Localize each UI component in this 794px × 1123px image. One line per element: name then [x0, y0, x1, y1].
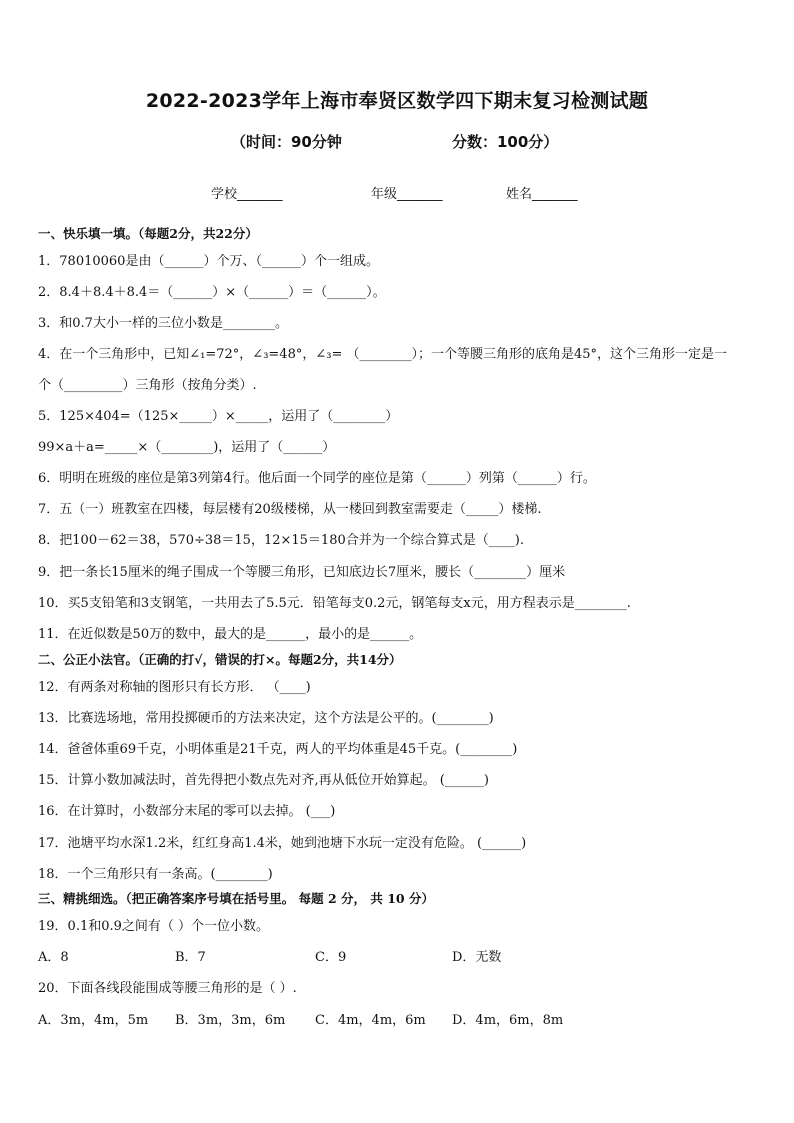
- question-3: 3．和0.7大小一样的三位小数是________。: [38, 316, 288, 331]
- question-7: 7．五（一）班教室在四楼，每层楼有20级楼梯，从一楼回到教室需要走（_____）楼梯.: [38, 502, 542, 517]
- question-19: 19．0.1和0.9之间有（ ）个一位小数。: [38, 919, 270, 934]
- exam-time: （时间：90分钟: [231, 133, 342, 151]
- question-14: 14．爸爸体重69千克，小明体重是21千克，两人的平均体重是45千克。(________): [38, 742, 518, 757]
- q19-option-b: B．7: [175, 950, 206, 965]
- question-5-line-2: 99×a＋a=_____×（________)，运用了（______）: [38, 440, 336, 455]
- question-20: 20．下面各线段能围成等腰三角形的是（ ）.: [38, 981, 297, 996]
- question-12: 12．有两条对称轴的图形只有长方形． （____): [38, 680, 311, 695]
- school-field: 学校_______: [211, 187, 283, 202]
- name-field: 姓名_______: [506, 187, 578, 202]
- section-heading-3: 三、精挑细选。（把正确答案序号填在括号里。 每题 2 分， 共 10 分）: [38, 891, 434, 906]
- question-18: 18．一个三角形只有一条高。(________): [38, 867, 273, 882]
- question-2: 2．8.4＋8.4＋8.4＝（______）×（______）＝（______）。: [38, 285, 386, 300]
- q20-option-d: D．4m，6m，8m: [452, 1013, 564, 1028]
- question-4-line-2: 个（_________）三角形（按角分类）.: [38, 378, 257, 393]
- section-heading-2: 二、公正小法官。（正确的打√，错误的打×。每题2分，共14分）: [38, 652, 402, 667]
- question-16: 16．在计算时，小数部分末尾的零可以去掉。 (___): [38, 804, 336, 819]
- question-10: 10．买5支铅笔和3支钢笔，一共用去了5.5元．铅笔每支0.2元，钢笔每支x元，用方程表示是________.: [38, 596, 631, 611]
- question-17: 17．池塘平均水深1.2米，红红身高1.4米，她到池塘下水玩一定没有危险。 (______): [38, 836, 527, 851]
- section-heading-1: 一、快乐填一填。（每题2分，共22分）: [38, 226, 258, 241]
- question-9: 9．把一条长15厘米的绳子围成一个等腰三角形，已知底边长7厘米，腰长（________）厘米: [38, 565, 566, 580]
- grade-field: 年级_______: [371, 187, 443, 202]
- q19-option-d: D．无数: [452, 950, 502, 965]
- exam-score: 分数：100分）: [452, 133, 559, 151]
- question-6: 6．明明在班级的座位是第3列第4行。他后面一个同学的座位是第（______）列第（______）行。: [38, 471, 596, 486]
- q19-option-c: C．9: [315, 950, 347, 965]
- page-title: 2022-2023学年上海市奉贤区数学四下期末复习检测试题: [145, 90, 649, 112]
- question-5-line-1: 5．125×404=（125×_____）×_____，运用了（________）: [38, 409, 399, 424]
- question-11: 11．在近似数是50万的数中，最大的是______，最小的是______。: [38, 627, 423, 642]
- q19-option-a: A．8: [38, 950, 69, 965]
- question-15: 15．计算小数加减法时，首先得把小数点先对齐,再从低位开始算起。 (______): [38, 773, 489, 788]
- question-13: 13．比赛选场地，常用投掷硬币的方法来决定，这个方法是公平的。(________): [38, 711, 494, 726]
- q20-option-c: C．4m，4m，6m: [315, 1013, 426, 1028]
- q20-option-b: B．3m，3m，6m: [175, 1013, 286, 1028]
- question-8: 8．把100－62＝38，570÷38＝15，12×15＝180合并为一个综合算式是（____).: [38, 533, 524, 548]
- q20-option-a: A．3m，4m，5m: [38, 1013, 149, 1028]
- question-4-line-1: 4．在一个三角形中，已知∠₁=72°，∠₃=48°，∠₃= （________）；一个等腰三角形的底角是45°，这个三角形一定是一: [38, 347, 728, 362]
- question-1: 1．78010060是由（______）个万、（______）个一组成。: [38, 254, 379, 269]
